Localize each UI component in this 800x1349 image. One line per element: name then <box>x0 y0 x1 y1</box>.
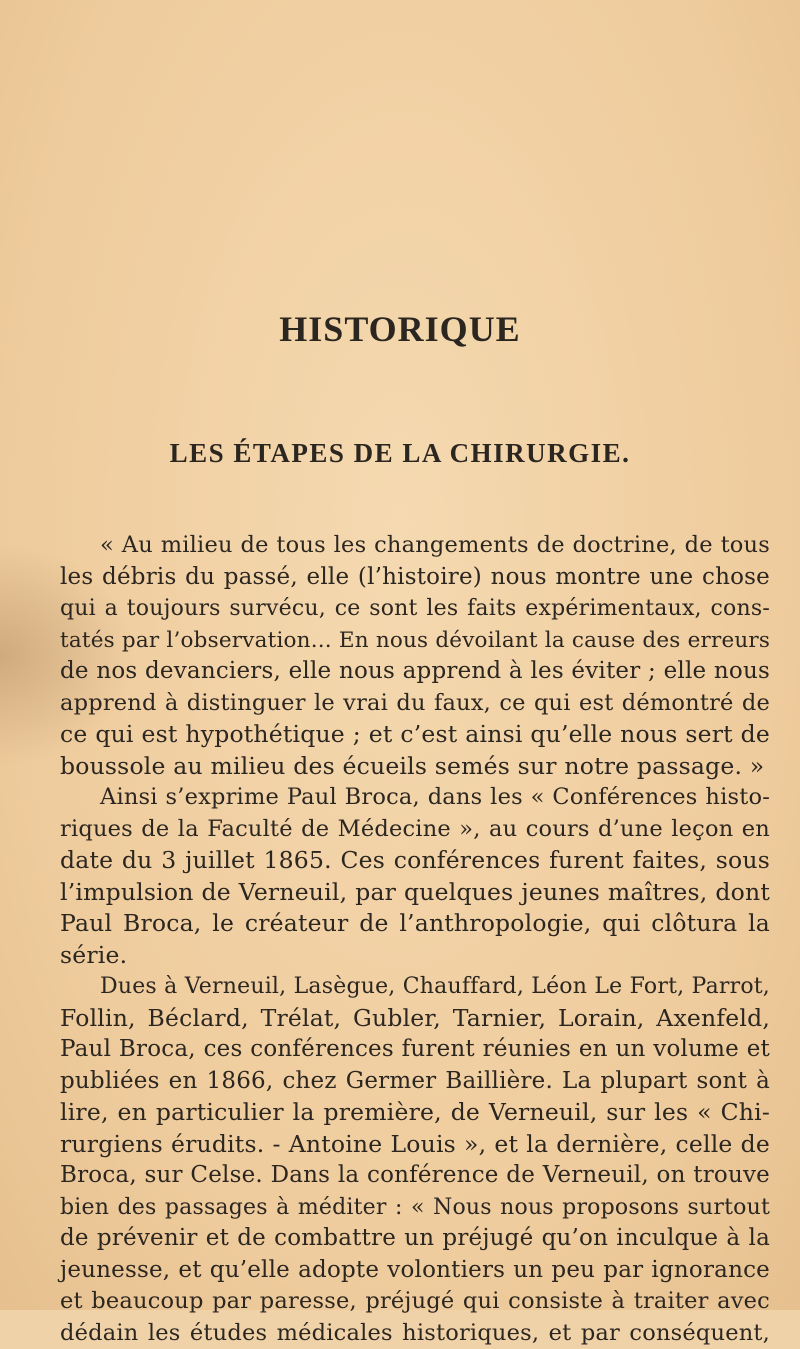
text-line: Paul Broca, ces conférences furent réunies en un volume et <box>60 1034 770 1066</box>
text-line: qui a toujours survécu, ce sont les faits expérimentaux, cons- <box>60 593 770 625</box>
text-line: tatés par l’observation... En nous dévoilant la cause des erreurs <box>60 625 770 657</box>
text-line: et beaucoup par paresse, préjugé qui consiste à traiter avec <box>60 1286 770 1318</box>
text-line: apprend à distinguer le vrai du faux, ce qui est démontré de <box>60 688 770 720</box>
text-line: riques de la Faculté de Médecine », au cours d’une leçon en <box>60 814 770 846</box>
text-line: rurgiens érudits. - Antoine Louis », et la dernière, celle de <box>60 1129 770 1161</box>
text-line: boussole au milieu des écueils semés sur notre passage. » <box>60 751 770 783</box>
text-line: ce qui est hypothétique ; et c’est ainsi qu’elle nous sert de <box>60 719 770 751</box>
text-line: lire, en particulier la première, de Verneuil, sur les « Chi- <box>60 1097 770 1129</box>
text-line: série. <box>60 940 770 972</box>
text-line: dédain les études médicales historiques, et par conséquent, <box>60 1318 770 1349</box>
text-line: Dues à Verneuil, Lasègue, Chauffard, Léon Le Fort, Parrot, <box>60 971 770 1003</box>
text-line: Follin, Béclard, Trélat, Gubler, Tarnier, Lorain, Axenfeld, <box>60 1003 770 1035</box>
text-line: Broca, sur Celse. Dans la conférence de Verneuil, on trouve <box>60 1160 770 1192</box>
text-line: bien des passages à méditer : « Nous nous proposons surtout <box>60 1192 770 1224</box>
text-line: l’impulsion de Verneuil, par quelques jeunes maîtres, dont <box>60 877 770 909</box>
text-line: de nos devanciers, elle nous apprend à les éviter ; elle nous <box>60 656 770 688</box>
text-line: de prévenir et de combattre un préjugé qu’on inculque à la <box>60 1223 770 1255</box>
page-title: HISTORIQUE <box>0 308 800 350</box>
text-line: date du 3 juillet 1865. Ces conférences furent faites, sous <box>60 845 770 877</box>
text-line: Paul Broca, le créateur de l’anthropologie, qui clôtura la <box>60 908 770 940</box>
text-line: publiées en 1866, chez Germer Baillière. La plupart sont à <box>60 1066 770 1098</box>
text-line: les débris du passé, elle (l’histoire) nous montre une chose <box>60 562 770 594</box>
text-line: Ainsi s’exprime Paul Broca, dans les « Conférences histo- <box>60 782 770 814</box>
body-text <box>60 530 770 1349</box>
text-line: jeunesse, et qu’elle adopte volontiers un peu par ignorance <box>60 1255 770 1287</box>
text-line: « Au milieu de tous les changements de doctrine, de tous <box>60 530 770 562</box>
section-title: LES ÉTAPES DE LA CHIRURGIE. <box>0 438 800 469</box>
